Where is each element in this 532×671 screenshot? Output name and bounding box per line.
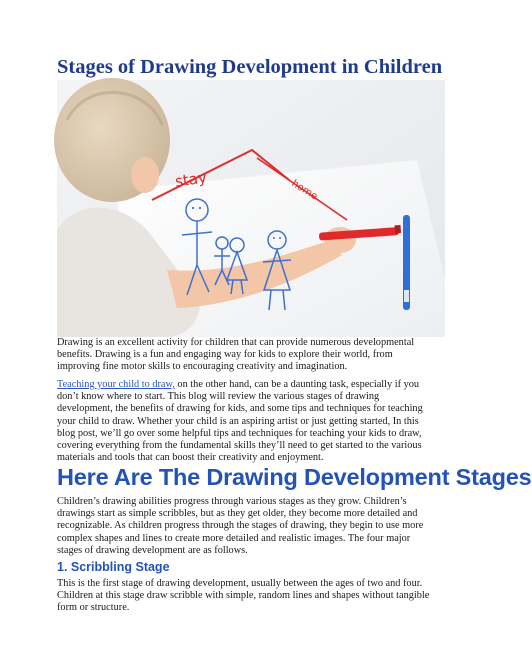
section-heading: Here Are The Drawing Development Stages: [57, 464, 532, 490]
scribbling-stage-paragraph: This is the first stage of drawing development, usually between the ages of two and four. Children at this stage draw scribble with simple, random lines and shapes without tangible form or structure.: [57, 578, 430, 614]
scribbling-stage-heading: 1. Scribbling Stage: [57, 560, 170, 574]
second-paragraph-text: on the other hand, can be a daunting task, especially if you don’t know where to start. This blog will review the various stages of drawing development, the benefits of drawing for kids, and some tips and techniques for teaching your child to draw. Whether your child is an aspiring artist or just getting started, In this blog post, we’ll go over some helpful tips and techniques for teaching your kids to draw, covering everything from the fundamental skills they’ll need to get started to the various materials and tools that can boost their creativity and enjoyment.: [57, 379, 423, 464]
drawing-word-stay: stay: [173, 168, 208, 191]
drawing-word-home: home: [289, 178, 320, 203]
hero-image: [57, 80, 445, 337]
page-title: Stages of Drawing Development in Children: [57, 56, 443, 78]
child-face: [131, 157, 159, 193]
section-paragraph: Children’s drawing abilities progress through various stages as they grow. Children’s drawings start as simple scribbles, but as they get older, they become more detailed and recognizable. As children progress through the stages of drawing, they begin to use more complex shapes and lines to create more detailed and realistic images. The four major stages of drawing development are as follows.: [57, 496, 424, 556]
teaching-child-link[interactable]: Teaching your child to draw,: [57, 379, 175, 390]
second-paragraph: [57, 379, 437, 464]
child-drawing-photo: [57, 80, 445, 337]
intro-paragraph: Drawing is an excellent activity for children that can provide numerous developmental benefits. Drawing is a fun and engaging way for kids to explore their world, from improving fine motor skills to encouraging creativity and imagination.: [57, 337, 415, 373]
